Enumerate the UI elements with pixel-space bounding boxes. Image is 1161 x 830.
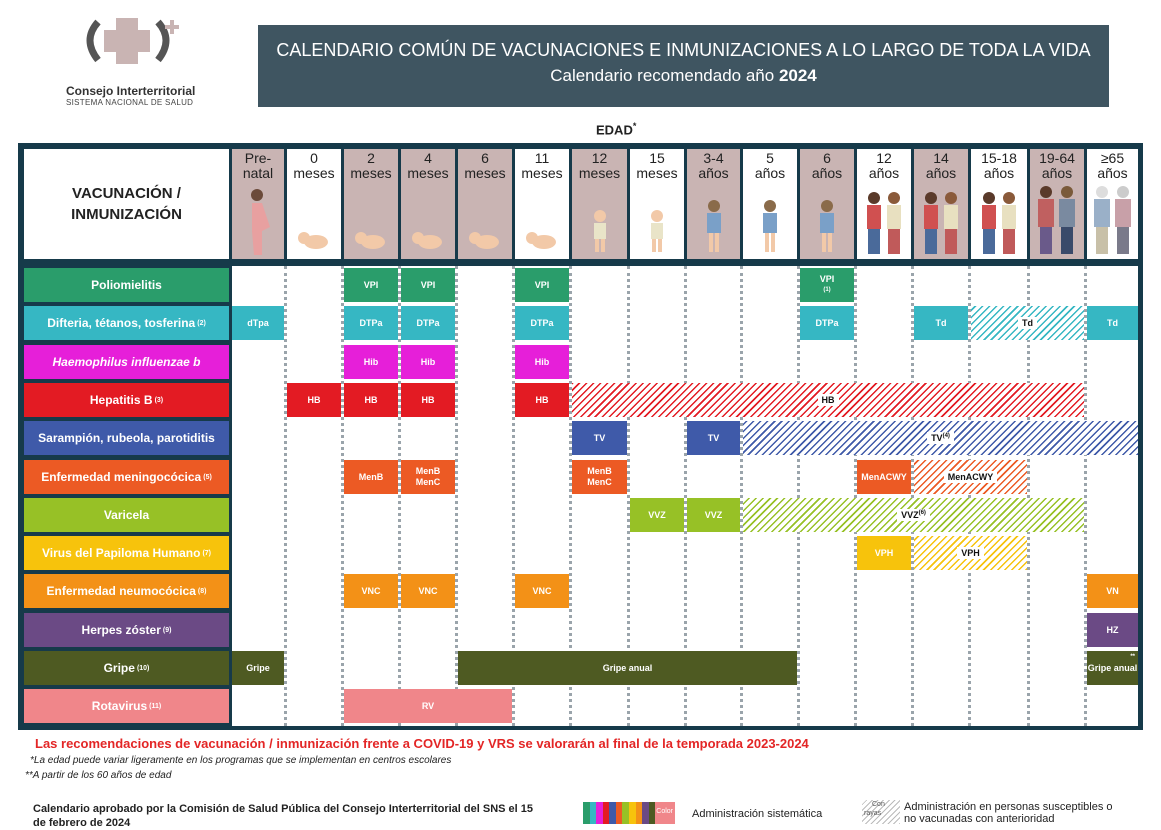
- dtpa-cell: [401, 306, 455, 340]
- menacwy-cell: [857, 460, 911, 494]
- td-cell: [1087, 306, 1138, 340]
- footnote-age: *La edad puede variar ligeramente en los programas que se implementan en centros escolares: [30, 755, 452, 766]
- toddler-figure-icon: [589, 209, 611, 256]
- teens-figure-icon: [977, 191, 1021, 258]
- tv-cell: [572, 421, 627, 455]
- footnote-ref: (6): [918, 510, 926, 516]
- menacwy-cell-susceptible: [914, 460, 1027, 494]
- age-value: 3-4: [703, 150, 724, 166]
- row-label: Enfermedad meningocócica (5): [24, 460, 229, 494]
- menacwy-label: MenACWY: [861, 471, 907, 482]
- vnc-label: VNC: [361, 585, 381, 596]
- age-header: [687, 149, 740, 259]
- baby-figure-icon: [410, 229, 446, 254]
- td-cell-susceptible: [971, 306, 1084, 340]
- baby-figure-icon: [467, 229, 503, 254]
- menc-label: MenC: [587, 477, 612, 487]
- age-header: [630, 149, 684, 259]
- age-value: Pre-: [244, 150, 272, 166]
- vn-cell: [1087, 574, 1138, 608]
- hb-label: HB: [307, 394, 321, 405]
- row-label: Enfermedad neumocócica (8): [24, 574, 229, 608]
- age-unit: meses: [521, 165, 563, 181]
- rv-label: RV: [421, 700, 435, 711]
- vaccination-column-header: VACUNACIÓN / INMUNIZACIÓN: [24, 149, 229, 259]
- tv-label: TV: [707, 432, 720, 443]
- tv-label: TV: [931, 433, 943, 443]
- vvz-cell: [687, 498, 740, 532]
- menb-label: MenB: [415, 466, 441, 476]
- age-header: [914, 149, 968, 259]
- vnc-label: VNC: [532, 585, 552, 596]
- hib-label: Hib: [534, 356, 550, 367]
- age-unit: meses: [407, 165, 449, 181]
- tv-cell: [687, 421, 740, 455]
- vpi-cell: [401, 268, 455, 302]
- age-unit: meses: [293, 165, 335, 181]
- covid-note: Las recomendaciones de vacunación / inmunización frente a COVID-19 y VRS se valorarán al final de la temporada 2023-2024: [35, 736, 809, 751]
- age-header: [857, 149, 911, 259]
- hib-label: Hib: [363, 356, 379, 367]
- vph-cell: [857, 536, 911, 570]
- vvz-cell: [630, 498, 684, 532]
- age-header: [344, 149, 398, 259]
- hib-cell: [515, 345, 569, 379]
- vpi-cell: [344, 268, 398, 302]
- hb-cell: [344, 383, 398, 417]
- vph-cell-susceptible: [914, 536, 1027, 570]
- age-unit: años: [811, 165, 843, 181]
- vpi-label: VPI: [420, 279, 436, 290]
- age-header: [287, 149, 341, 259]
- age-unit: años: [698, 165, 729, 181]
- rv-cell: [344, 689, 512, 723]
- legend-susceptible: Administración en personas susceptibles o no vacunadas con anterioridad: [904, 801, 1113, 825]
- elderly-figure-icon: [1090, 185, 1136, 258]
- age-header: [401, 149, 455, 259]
- baby-figure-icon: [524, 229, 560, 254]
- hb-label: HB: [421, 394, 435, 405]
- page-title: CALENDARIO COMÚN DE VACUNACIONES E INMUNIZACIONES A LO LARGO DE TODA LA VIDA: [276, 40, 1091, 60]
- age-value: 12: [876, 150, 892, 166]
- gripe-anual-label: Gripe anual: [1087, 662, 1138, 673]
- teens-figure-icon: [919, 191, 963, 258]
- vvz-cell-susceptible: [743, 498, 1084, 532]
- header-banner: [258, 25, 1109, 107]
- row-label: Poliomielitis: [24, 268, 229, 302]
- row-label: Virus del Papiloma Humano (7): [24, 536, 229, 570]
- hb-cell: [515, 383, 569, 417]
- hz-label: HZ: [1106, 624, 1119, 635]
- age-header: [743, 149, 797, 259]
- age-unit: años: [754, 165, 786, 181]
- teens-figure-icon: [862, 191, 906, 258]
- toddler-figure-icon: [646, 209, 668, 256]
- vpi-cell: [800, 268, 854, 302]
- age-value: 4: [424, 150, 432, 166]
- logo-cross-icon: [60, 12, 230, 92]
- child-figure-icon: [816, 199, 838, 256]
- age-header: [800, 149, 854, 259]
- hb-cell: [287, 383, 341, 417]
- menb-label: MenB: [587, 466, 612, 476]
- vpi-label: VPI: [363, 279, 379, 290]
- hb-label: HB: [535, 394, 549, 405]
- age-value: 11: [534, 150, 550, 166]
- td-label: Td: [935, 317, 947, 328]
- footnote-ref: (4): [942, 433, 950, 439]
- vn-label: VN: [1106, 585, 1119, 596]
- tv-label: TV: [593, 432, 606, 443]
- age-unit: años: [1041, 165, 1073, 181]
- age-header: [971, 149, 1027, 259]
- age-60-mark: **: [1130, 654, 1135, 660]
- gripe-anual-label: Gripe anual: [602, 662, 653, 673]
- age-value: 19-64: [1039, 150, 1075, 166]
- tv-cell-susceptible: [743, 421, 1138, 455]
- child-figure-icon: [759, 199, 781, 256]
- legend-stripe-swatch: Con rayas: [862, 800, 900, 824]
- vpi-label: VPI: [534, 279, 550, 290]
- menacwy-label: MenACWY: [947, 472, 994, 482]
- gripe-label: Gripe: [246, 662, 270, 673]
- menb-cell: [572, 460, 627, 494]
- approval-text: Calendario aprobado por la Comisión de Salud Pública del Consejo Interterritorial del SNS el 15 de febrero de 2024: [33, 803, 533, 829]
- gripe-anual-cell: [458, 651, 797, 685]
- age-value: 0: [310, 150, 318, 166]
- row-label: Haemophilus influenzae b: [24, 345, 229, 379]
- pregnant-figure-icon: [244, 187, 272, 260]
- vnc-cell: [515, 574, 569, 608]
- adults-figure-icon: [1034, 185, 1080, 258]
- grid-divider: [854, 266, 857, 726]
- age-unit: natal: [242, 165, 274, 181]
- vpi-label: VPI: [819, 274, 835, 284]
- menb-cell: [344, 460, 398, 494]
- row-label: Hepatitis B (3): [24, 383, 229, 417]
- footnote-60: **A partir de los 60 años de edad: [25, 770, 172, 781]
- age-header: [232, 149, 284, 259]
- dtpa-prenatal-label: dTpa: [247, 317, 269, 328]
- hb-cell-susceptible: [572, 383, 1084, 417]
- row-label: Sarampión, rubeola, parotiditis: [24, 421, 229, 455]
- row-label: Difteria, tétanos, tosferina (2): [24, 306, 229, 340]
- dtpa-label: DTPa: [530, 317, 554, 328]
- dtpa-cell: [800, 306, 854, 340]
- td-cell: [914, 306, 968, 340]
- vvz-label: VVZ: [901, 510, 919, 520]
- age-value: ≥65: [1100, 150, 1125, 166]
- page-subtitle: Calendario recomendado año 2024: [550, 66, 817, 85]
- age-unit: años: [925, 165, 957, 181]
- row-label: Herpes zóster (9): [24, 613, 229, 647]
- hb-label: HB: [821, 395, 835, 405]
- year: 2024: [778, 66, 817, 85]
- vnc-cell: [401, 574, 455, 608]
- vvz-label: VVZ: [704, 509, 723, 520]
- hb-cell: [401, 383, 455, 417]
- dtpa-cell: [344, 306, 398, 340]
- edad-label: EDAD*: [596, 121, 637, 138]
- age-header: [572, 149, 627, 259]
- td-label: Td: [1107, 317, 1118, 328]
- age-unit: meses: [350, 165, 392, 181]
- age-value: 14: [933, 150, 949, 166]
- vpi-cell: [515, 268, 569, 302]
- hib-cell: [344, 345, 398, 379]
- vnc-cell: [344, 574, 398, 608]
- logo-title: Consejo Interterritorial: [66, 84, 196, 98]
- gripe-cell: [232, 651, 284, 685]
- dtpa-cell: [515, 306, 569, 340]
- dtpa-label: DTPa: [815, 317, 839, 328]
- age-unit: años: [868, 165, 900, 181]
- age-value: 12: [591, 150, 608, 166]
- age-unit: años: [1097, 165, 1128, 181]
- age-unit: meses: [578, 165, 621, 181]
- hib-cell: [401, 345, 455, 379]
- hib-label: Hib: [420, 356, 436, 367]
- legend-color-swatch: [583, 802, 675, 824]
- age-value: 6: [823, 150, 831, 166]
- row-label: Varicela: [24, 498, 229, 532]
- dtpa-label: DTPa: [359, 317, 383, 328]
- age-unit: meses: [464, 165, 506, 181]
- age-header: [1030, 149, 1084, 259]
- age-value: 5: [766, 150, 774, 166]
- row-label: Gripe (10): [24, 651, 229, 685]
- menb-label: MenB: [358, 471, 384, 482]
- legend-systematic: Administración sistemática: [692, 808, 823, 820]
- vvz-label: VVZ: [648, 509, 666, 520]
- menc-label: MenC: [415, 477, 441, 487]
- dtpa-label: DTPa: [416, 317, 440, 328]
- baby-figure-icon: [353, 229, 389, 254]
- vph-label: VPH: [961, 548, 980, 558]
- menb-cell: [401, 460, 455, 494]
- grid-divider: [284, 266, 287, 726]
- row-label: Rotavirus (11): [24, 689, 229, 723]
- age-unit: años: [983, 165, 1015, 181]
- hz-cell: [1087, 613, 1138, 647]
- footnote-ref: (1): [823, 287, 831, 293]
- vnc-label: VNC: [418, 585, 438, 596]
- age-value: 2: [367, 150, 375, 166]
- age-header: [1087, 149, 1138, 259]
- hb-label: HB: [364, 394, 378, 405]
- age-header: [515, 149, 569, 259]
- age-value: 15: [649, 150, 665, 166]
- gripe-anual-cell: [1087, 651, 1138, 685]
- age-unit: meses: [636, 165, 678, 181]
- age-value: 6: [481, 150, 489, 166]
- vph-label: VPH: [874, 547, 894, 558]
- td-label: Td: [1022, 318, 1033, 328]
- baby-figure-icon: [296, 229, 332, 254]
- age-value: 15-18: [981, 150, 1017, 166]
- legend-color-tag: Color: [656, 808, 673, 815]
- logo-subtitle: SISTEMA NACIONAL DE SALUD: [66, 98, 194, 107]
- dtpa-prenatal-cell: [232, 306, 284, 340]
- child-figure-icon: [703, 199, 725, 256]
- age-header: [458, 149, 512, 259]
